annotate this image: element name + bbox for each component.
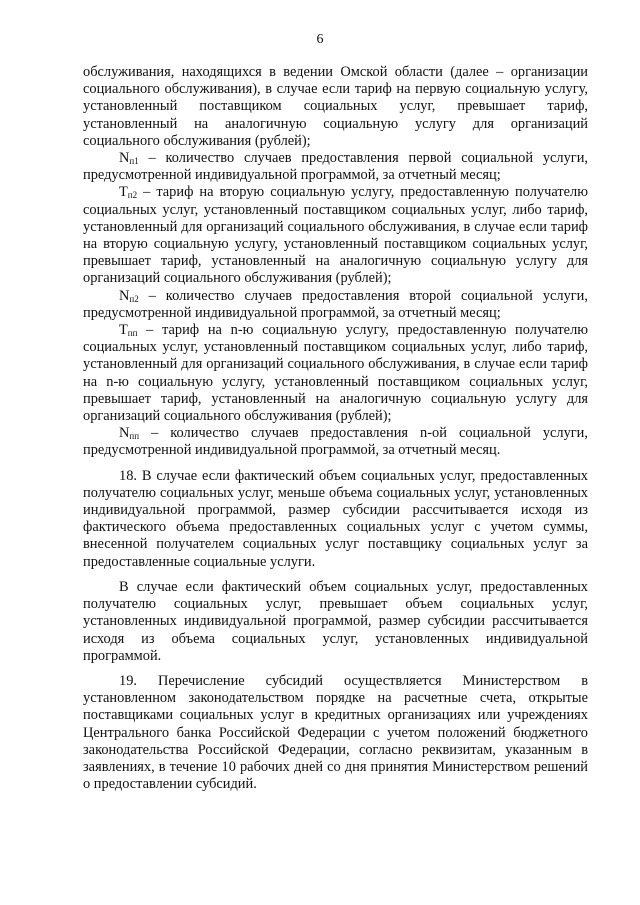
definition-n-p1 bbox=[83, 150, 588, 184]
clause-18-continued: В случае если фактический объем социальных услуг, предоставленных получателю социальных услуг, превышает объем социальных услуг, установленных индивидуальной программой, размер субсидии рассчитывается исходя из объема социальных услуг, установленных индивидуальной программой. bbox=[83, 578, 588, 664]
symbol-letter: Т bbox=[119, 184, 128, 201]
definition-t-pn bbox=[83, 322, 588, 425]
page-number: 6 bbox=[316, 32, 324, 47]
formula-symbol bbox=[119, 184, 137, 200]
definition-text: – количество случаев предоставления первой социальной услуги, предусмотренной индивидуальной программой, за отчетный месяц; bbox=[83, 150, 588, 184]
definition-text: – тариф на n-ю социальную услугу, предоставленную получателю социальных услуг, установленный поставщиком социальных услуг, либо тариф, установленный для организаций социального обслуживания, в случае если тариф на n-ю социальную услугу, установленный поставщиком социальных услуг, превышает тариф, установленный на аналогичную социальную услугу для организаций социального обслуживания (рублей); bbox=[83, 322, 588, 425]
symbol-letter: N bbox=[119, 150, 130, 167]
definition-text: – количество случаев предоставления второй социальной услуги, предусмотренной индивидуальной программой, за отчетный месяц; bbox=[83, 287, 588, 321]
symbol-subscript: п2 bbox=[129, 293, 139, 304]
symbol-letter: Т bbox=[119, 322, 128, 339]
paragraph-continuation: обслуживания, находящихся в ведении Омской области (далее – организации социального обслуживания), в случае если тариф на первую социальную услугу, установленный поставщиком социальных услуг, превышает тариф, установленный на аналогичную социальную услугу для организаций социального обслуживания (рублей); bbox=[83, 64, 588, 149]
definition-text: – количество случаев предоставления n-ой социальной услуги, предусмотренной индивидуальной программой, за отчетный месяц. bbox=[83, 425, 588, 459]
formula-symbol bbox=[119, 425, 139, 441]
formula-symbol bbox=[119, 288, 139, 304]
definition-n-pn bbox=[83, 425, 588, 459]
symbol-subscript: п2 bbox=[127, 190, 138, 201]
document-body bbox=[83, 64, 588, 793]
symbol-subscript: пп bbox=[129, 431, 140, 442]
symbol-letter: N bbox=[119, 425, 130, 442]
symbol-subscript: п1 bbox=[129, 156, 139, 167]
formula-symbol bbox=[119, 150, 139, 166]
clause-19: 19. Перечисление субсидий осуществляется Министерством в установленном законодательством порядке на расчетные счета, открытые поставщиками социальных услуг в кредитных организациях или учреждениях Центрального банка Российской Федерации с учетом положений бюджетного законодательства Российской Федерации, согласно реквизитам, указанным в заявлениях, в течение 10 рабочих дней со дня принятия Министерством решений о предоставлении субсидий. bbox=[83, 672, 588, 793]
formula-symbol bbox=[119, 322, 137, 338]
definition-t-p2 bbox=[83, 184, 588, 287]
symbol-subscript: пп bbox=[127, 328, 138, 339]
definition-text: – тариф на вторую социальную услугу, предоставленную получателю социальных услуг, установленный поставщиком социальных услуг, либо тариф, установленный для организаций социального обслуживания, в случае если тариф на вторую социальную услугу, установленный поставщиком социальных услуг, превышает тариф, установленный на аналогичную социальную услугу для организаций социального обслуживания (рублей); bbox=[83, 184, 588, 287]
definition-n-p2 bbox=[83, 288, 588, 322]
clause-18: 18. В случае если фактический объем социальных услуг, предоставленных получателю социальных услуг, меньше объема социальных услуг, установленных индивидуальной программой, размер субсидии рассчитывается исходя из фактического объема предоставленных социальных услуг с учетом суммы, внесенной получателем социальных услуг поставщику социальных услуг за предоставленные социальные услуги. bbox=[83, 467, 588, 570]
symbol-letter: N bbox=[119, 287, 130, 304]
